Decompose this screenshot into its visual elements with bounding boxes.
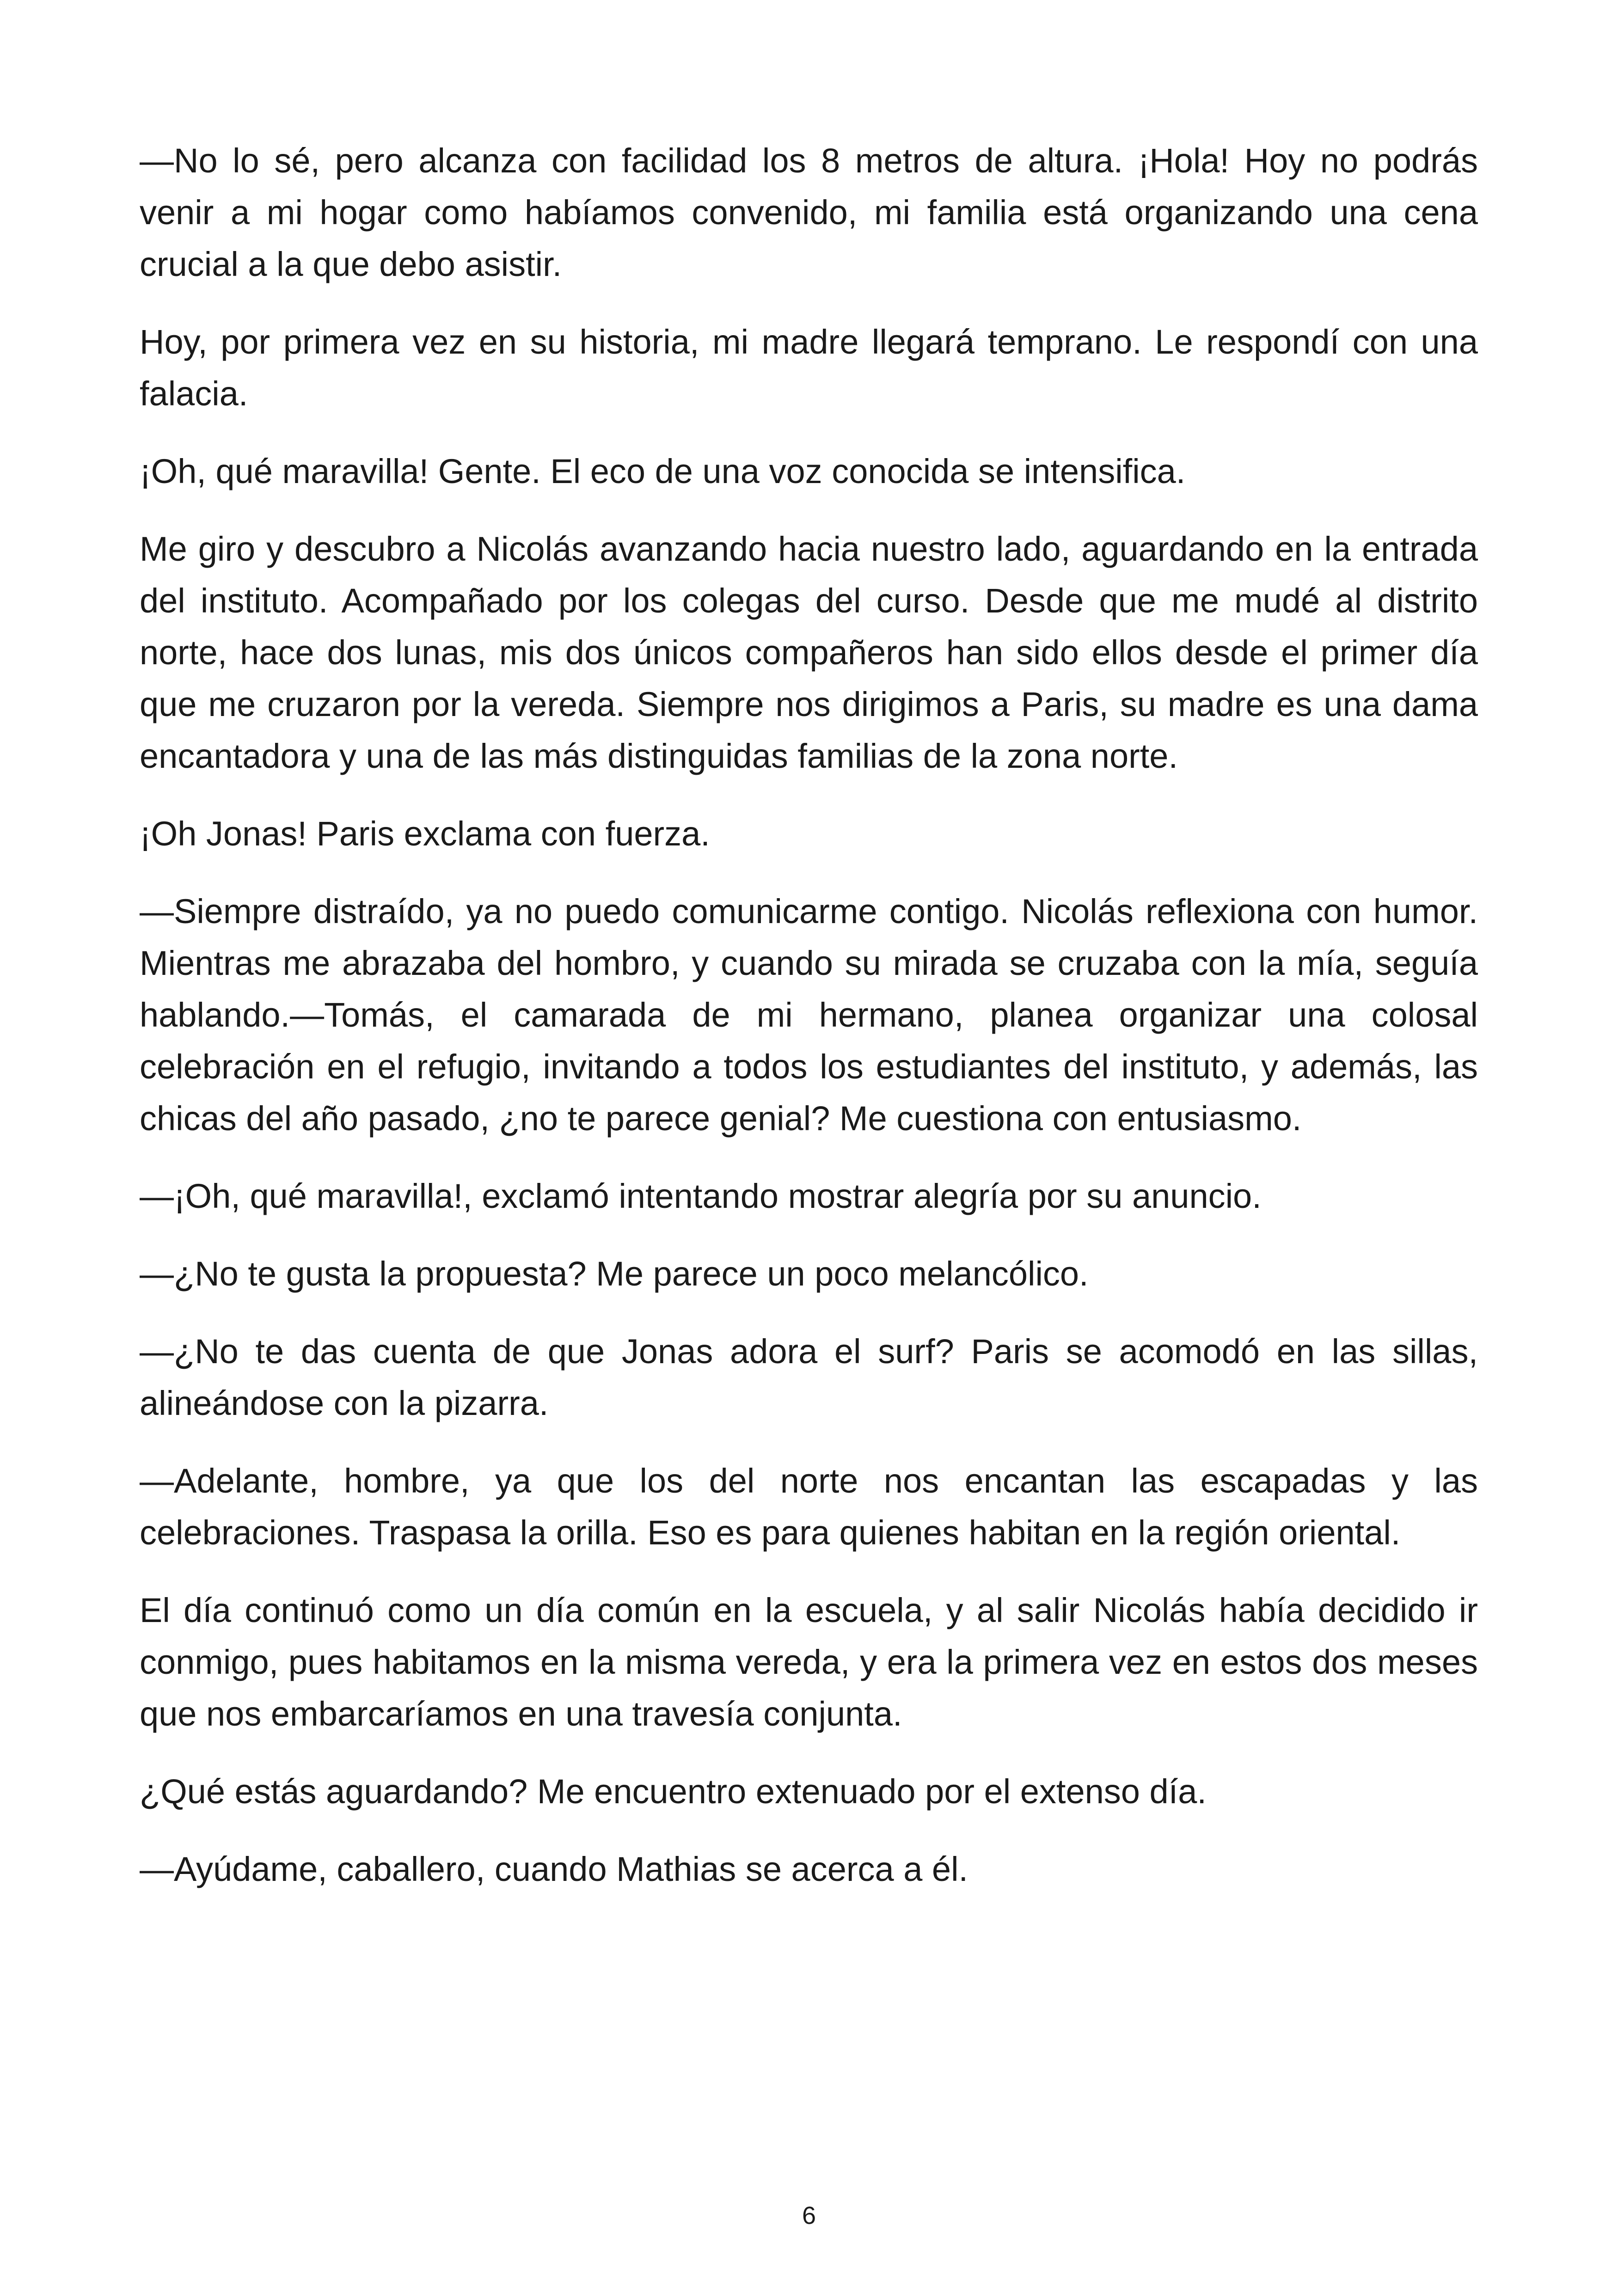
- paragraph: Hoy, por primera vez en su historia, mi madre llegará temprano. Le respondí con una falacia.: [140, 323, 1478, 413]
- paragraph: Me giro y descubro a Nicolás avanzando hacia nuestro lado, aguardando en la entrada del instituto. Acompañado por los colegas del curso. Desde que me mudé al distrito norte, hace dos lunas, mis dos únicos compañeros han sido ellos desde el primer día que me cruzaron por la vereda. Siempre nos dirigimos a Paris, su madre es una dama encantadora y una de las más distinguidas familias de la zona norte.: [140, 530, 1478, 775]
- paragraph: —¿No te das cuenta de que Jonas adora el surf? Paris se acomodó en las sillas, alineándose con la pizarra.: [140, 1332, 1478, 1422]
- paragraph: El día continuó como un día común en la escuela, y al salir Nicolás había decidido ir conmigo, pues habitamos en la misma vereda, y era la primera vez en estos dos meses que nos embarcaríamos en una travesía conjunta.: [140, 1591, 1478, 1733]
- paragraph: —Siempre distraído, ya no puedo comunicarme contigo. Nicolás reflexiona con humor. Mientras me abrazaba del hombro, y cuando su mirada se cruzaba con la mía, seguía hablando.—Tomás, el camarada de mi hermano, planea organizar una colosal celebración en el refugio, invitando a todos los estudiantes del instituto, y además, las chicas del año pasado, ¿no te parece genial? Me cuestiona con entusiasmo.: [140, 892, 1478, 1138]
- paragraph: —No lo sé, pero alcanza con facilidad los 8 metros de altura. ¡Hola! Hoy no podrás venir a mi hogar como habíamos convenido, mi familia está organizando una cena crucial a la que debo asistir.: [140, 141, 1478, 283]
- paragraph: —Ayúdame, caballero, cuando Mathias se acerca a él.: [140, 1850, 968, 1888]
- paragraph: —¿No te gusta la propuesta? Me parece un poco melancólico.: [140, 1255, 1089, 1293]
- paragraph: ¡Oh Jonas! Paris exclama con fuerza.: [140, 814, 710, 853]
- page-number: 6: [802, 2202, 816, 2229]
- body-text: [140, 135, 1478, 1921]
- paragraph: ¿Qué estás aguardando? Me encuentro extenuado por el extenso día.: [140, 1772, 1207, 1811]
- paragraph: —Adelante, hombre, ya que los del norte nos encantan las escapadas y las celebraciones. Traspasa la orilla. Eso es para quienes habitan en la región oriental.: [140, 1462, 1478, 1552]
- paragraph: ¡Oh, qué maravilla! Gente. El eco de una voz conocida se intensifica.: [140, 452, 1186, 490]
- paragraph: —¡Oh, qué maravilla!, exclamó intentando mostrar alegría por su anuncio.: [140, 1177, 1262, 1215]
